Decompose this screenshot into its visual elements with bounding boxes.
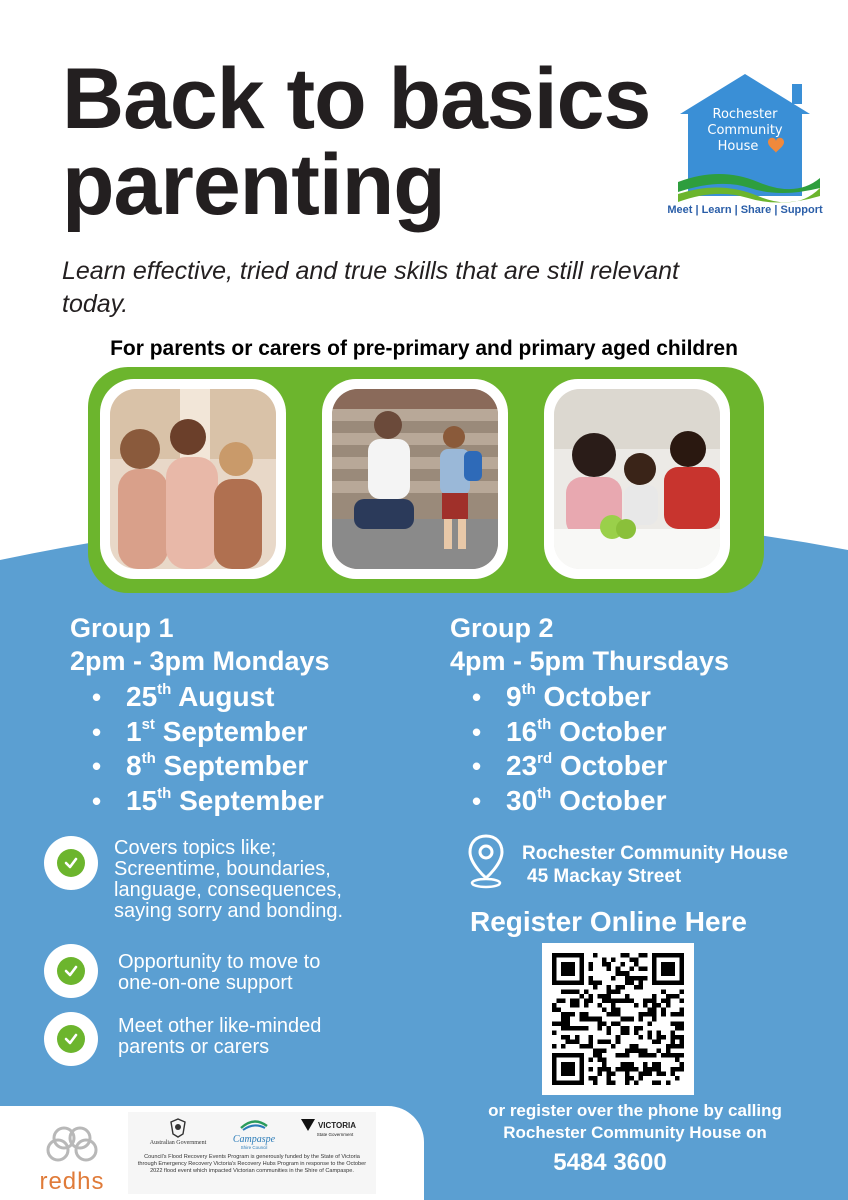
date-item: • 9th October bbox=[472, 680, 729, 715]
rochester-community-house-logo bbox=[660, 70, 830, 220]
group-1-title: Group 1 bbox=[70, 613, 174, 643]
group-2-title: Group 2 bbox=[450, 613, 554, 643]
register-heading: Register Online Here bbox=[470, 906, 747, 937]
logo-tagline: Meet | Learn | Share | Support bbox=[667, 204, 823, 216]
photo-family-laughing bbox=[100, 379, 286, 579]
logo-line-3: House bbox=[717, 139, 759, 154]
phone-number[interactable]: 5484 3600 bbox=[553, 1149, 667, 1176]
group-1-schedule bbox=[70, 612, 330, 818]
date-item: • 15th September bbox=[92, 784, 330, 819]
redhs-rings-icon bbox=[30, 1120, 114, 1168]
benefit-one-on-one bbox=[44, 944, 320, 998]
phone-line-2: Rochester Community House on bbox=[503, 1123, 767, 1142]
campaspe-swoosh-icon bbox=[239, 1118, 269, 1132]
location-pin-icon bbox=[466, 832, 506, 890]
date-item: • 1st September bbox=[92, 715, 330, 750]
victoria-triangle-icon bbox=[300, 1118, 316, 1132]
location-address bbox=[522, 842, 788, 890]
check-icon bbox=[44, 836, 98, 890]
benefit-text: Opportunity to move to one-on-one support bbox=[118, 951, 321, 994]
audience-statement: For parents or carers of pre-primary and primary aged children bbox=[110, 337, 738, 360]
footer-sponsors bbox=[0, 1106, 424, 1200]
benefit-text: Covers topics like; Screentime, boundaries, language, consequences, saying sorry and bonding. bbox=[114, 837, 344, 922]
title-line-2: parenting bbox=[62, 137, 445, 233]
sponsor-logos bbox=[128, 1112, 376, 1194]
date-item: • 25th August bbox=[92, 680, 330, 715]
benefit-meet-others bbox=[44, 1012, 321, 1066]
title-line-1: Back to basics bbox=[62, 51, 651, 147]
location-street: 45 Mackay Street bbox=[527, 866, 682, 887]
location bbox=[466, 832, 788, 890]
victoria-state-government-logo: VICTORIA State Government bbox=[298, 1118, 358, 1137]
redhs-logo bbox=[30, 1120, 114, 1195]
page-title bbox=[62, 51, 651, 233]
logo-line-1: Rochester bbox=[712, 107, 778, 122]
group-2-schedule bbox=[450, 612, 729, 818]
coat-of-arms-icon bbox=[167, 1118, 189, 1138]
check-icon bbox=[44, 944, 98, 998]
phone-line-1: or register over the phone by calling bbox=[488, 1101, 782, 1120]
photo-family-at-table bbox=[544, 379, 730, 579]
benefit-topics bbox=[44, 836, 404, 922]
group-2-time: 4pm - 5pm Thursdays bbox=[450, 646, 730, 676]
phone-registration bbox=[430, 1100, 840, 1180]
subtitle: Learn effective, tried and true skills that are still relevant today. bbox=[62, 257, 679, 318]
logo-line-2: Community bbox=[707, 123, 783, 138]
benefit-text: Meet other like-minded parents or carers bbox=[118, 1015, 322, 1058]
location-name: Rochester Community House bbox=[522, 843, 789, 864]
date-item: • 8th September bbox=[92, 749, 330, 784]
funding-note: Council's Flood Recovery Events Program is generously funded by the State of Victoria through Emergency Recovery Victoria's Recovery Hubs Program in response to the October 2022 flood event which impacted Victorian communities in the Shire of Campaspe. bbox=[137, 1154, 367, 1174]
group-1-time: 2pm - 3pm Mondays bbox=[70, 646, 330, 676]
date-item: • 23rd October bbox=[472, 749, 729, 784]
date-item: • 30th October bbox=[472, 784, 729, 819]
date-item: • 16th October bbox=[472, 715, 729, 750]
photo-father-and-son bbox=[322, 379, 508, 579]
registration-qr-code[interactable] bbox=[542, 943, 694, 1095]
group-2-dates bbox=[450, 680, 729, 818]
campaspe-shire-logo: Campaspe Shire Council bbox=[224, 1118, 284, 1150]
group-1-dates bbox=[70, 680, 330, 818]
redhs-text: redhs bbox=[39, 1168, 105, 1195]
check-icon bbox=[44, 1012, 98, 1066]
australian-government-logo: Australian Government bbox=[148, 1118, 208, 1146]
photo-band bbox=[88, 367, 764, 593]
